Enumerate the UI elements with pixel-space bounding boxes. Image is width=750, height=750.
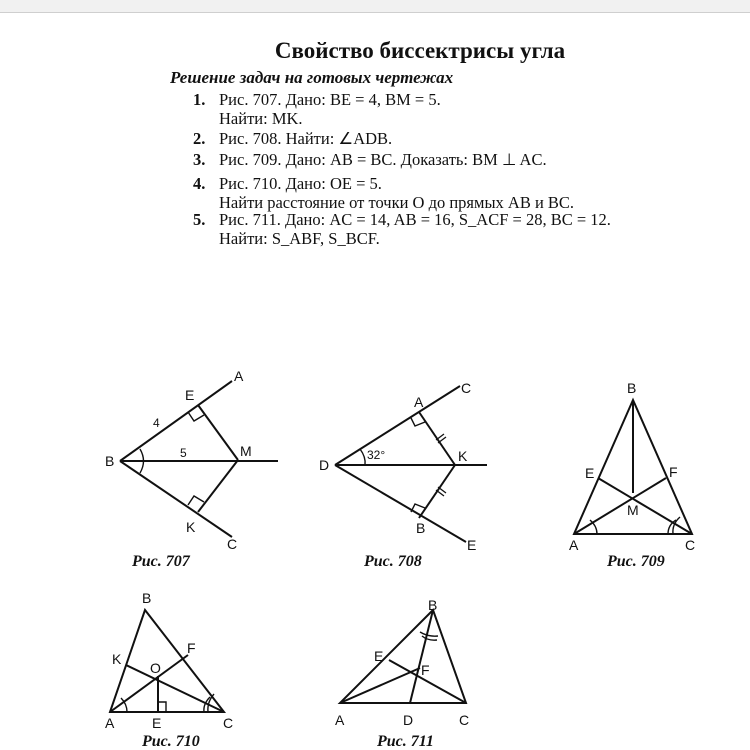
label-K: K (458, 448, 468, 464)
label-E: E (185, 387, 195, 403)
label-A: A (569, 537, 579, 553)
label-M: M (627, 502, 639, 518)
task-text: Рис. 707. Дано: BE = 4, BM = 5. (219, 90, 441, 109)
figure-caption: Рис. 711 (377, 733, 434, 750)
label-B: B (142, 590, 152, 606)
section-subtitle: Решение задач на готовых чертежах (170, 68, 454, 87)
label-E: E (585, 465, 595, 481)
task-number: 4. (193, 174, 206, 193)
label-C: C (223, 715, 234, 731)
label-E: E (152, 715, 162, 731)
task-text-line2: Найти расстояние от точки O до прямых AB и BC. (219, 193, 575, 212)
label-C: C (685, 537, 696, 553)
length-label-BM: 5 (180, 446, 187, 460)
task-number: 2. (193, 129, 206, 148)
label-K: K (186, 519, 196, 535)
label-O: O (150, 660, 161, 676)
label-A: A (234, 368, 244, 384)
angle-label: 32° (367, 448, 386, 462)
label-B: B (428, 597, 438, 613)
label-F: F (669, 464, 678, 480)
figure-caption: Рис. 708 (364, 553, 422, 570)
label-E: E (467, 537, 477, 553)
label-F: F (187, 640, 196, 656)
figure-caption: Рис. 709 (607, 553, 665, 570)
task-number: 3. (193, 150, 206, 169)
label-B: B (416, 520, 426, 536)
label-F: F (421, 662, 430, 678)
label-E: E (374, 648, 384, 664)
figure-caption: Рис. 707 (132, 553, 190, 570)
page-title: Свойство биссектрисы угла (274, 38, 566, 63)
task-text: Рис. 709. Дано: AB = BC. Доказать: BM ⊥ AC. (219, 150, 547, 169)
label-C: C (227, 536, 238, 552)
task-text: Рис. 711. Дано: AC = 14, AB = 16, S_ACF = 28, BC = 12. (219, 210, 611, 229)
task-text-line2: Найти: MK. (219, 109, 303, 128)
label-D: D (403, 712, 414, 728)
label-A: A (335, 712, 345, 728)
label-A: A (105, 715, 115, 731)
task-number: 1. (193, 90, 206, 109)
task-text: Рис. 708. Найти: ∠ADB. (219, 129, 393, 148)
task-text: Рис. 710. Дано: OE = 5. (219, 174, 382, 193)
label-D: D (319, 457, 330, 473)
label-C: C (461, 380, 472, 396)
task-text-line2: Найти: S_ABF, S_BCF. (219, 229, 380, 248)
task-number: 5. (193, 210, 206, 229)
label-B: B (627, 380, 637, 396)
length-label-BE: 4 (153, 416, 160, 430)
label-C: C (459, 712, 470, 728)
figure-caption: Рис. 710 (142, 733, 200, 750)
label-K: K (112, 651, 122, 667)
label-B: B (105, 453, 115, 469)
label-M: M (240, 443, 252, 459)
label-A: A (414, 394, 424, 410)
